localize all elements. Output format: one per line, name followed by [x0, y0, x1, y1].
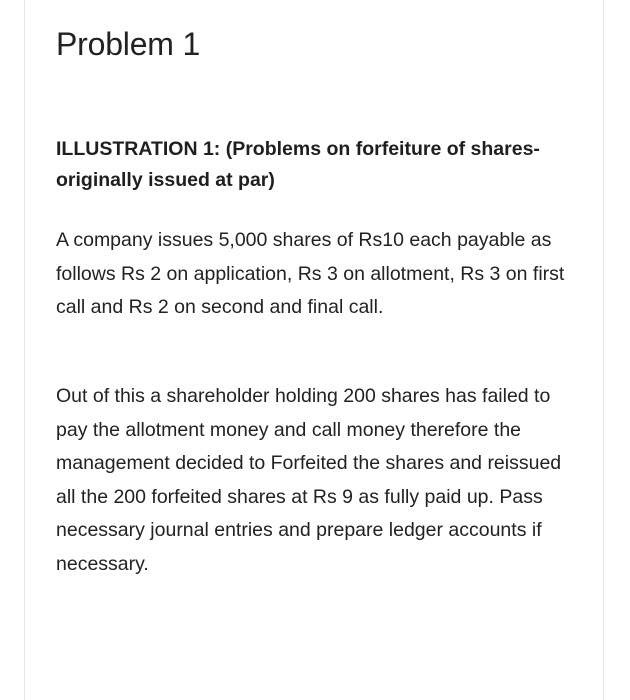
problem-card — [24, 0, 604, 700]
problem-title: Problem 1 — [56, 26, 201, 62]
problem-paragraph-2: Out of this a shareholder holding 200 shares has failed to pay the allotment money and call money therefore the management decided to Forfeited the shares and reissued all the 200 forfeited shares at Rs 9 as fully paid up. Pass necessary journal entries and prepare ledger accounts if necessary. — [56, 385, 562, 575]
problem-paragraph-1: A company issues 5,000 shares of Rs10 each payable as follows Rs 2 on application, Rs 3 on allotment, Rs 3 on first call and Rs 2 on second and final call. — [56, 229, 565, 318]
illustration-heading: ILLUSTRATION 1: (Problems on forfeiture of shares- originally issued at par) — [56, 138, 540, 191]
